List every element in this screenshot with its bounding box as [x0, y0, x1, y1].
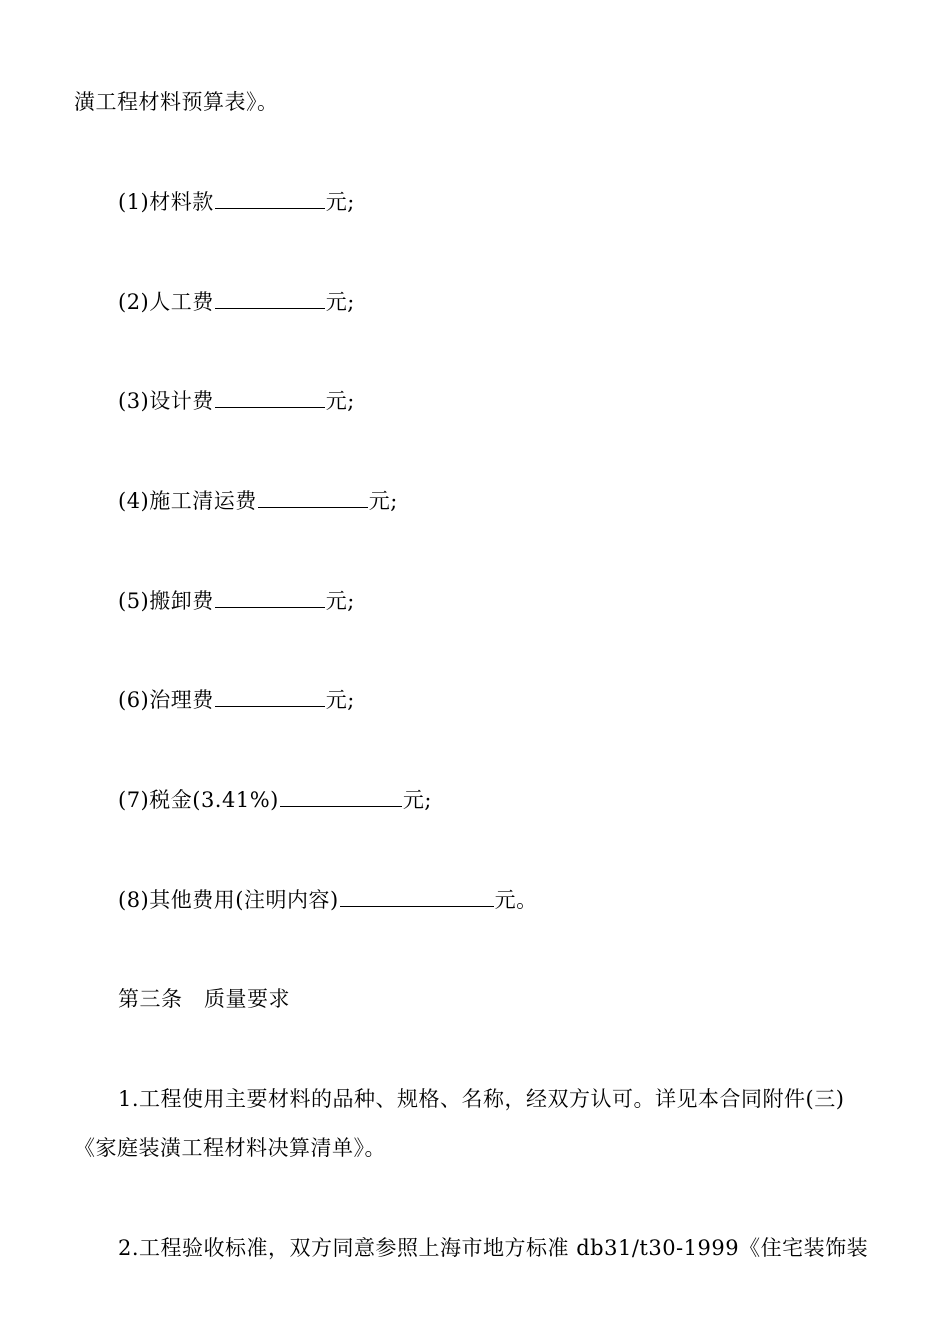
cost-item-label: (6)治理费	[118, 688, 214, 712]
cost-item-label: (8)其他费用(注明内容)	[118, 888, 339, 912]
cost-item-unit: 元;	[368, 489, 398, 513]
cost-item-label: (5)搬卸费	[118, 589, 214, 613]
clause-1-line-2: 《家庭装潢工程材料决算清单》。	[74, 1136, 386, 1160]
cost-item-label: (3)设计费	[118, 389, 214, 413]
clause-2-line-1: 2.工程验收标准，双方同意参照上海市地方标准 db31/t30-1999《住宅装饰装	[118, 1236, 869, 1260]
cost-item-2	[118, 288, 355, 316]
fill-blank	[215, 589, 325, 608]
fill-blank	[215, 389, 325, 408]
cost-item-unit: 元;	[325, 589, 355, 613]
fill-blank	[340, 888, 494, 907]
cost-item-1	[118, 188, 355, 216]
fill-blank	[215, 688, 325, 707]
fill-blank	[215, 190, 325, 209]
fill-blank	[280, 788, 402, 807]
cost-item-label: (1)材料款	[118, 190, 214, 214]
cost-item-7	[118, 786, 432, 814]
cost-item-label: (4)施工清运费	[118, 489, 257, 513]
cost-item-unit: 元;	[325, 688, 355, 712]
cost-item-3	[118, 387, 355, 415]
fill-blank	[215, 290, 325, 309]
cost-item-6	[118, 686, 355, 714]
clause-1-line-1: 1.工程使用主要材料的品种、规格、名称，经双方认可。详见本合同附件(三)	[118, 1087, 845, 1111]
fill-blank	[258, 489, 368, 508]
cost-item-unit: 元;	[325, 290, 355, 314]
cost-item-unit: 元。	[494, 888, 538, 912]
cost-item-label: (2)人工费	[118, 290, 214, 314]
cost-item-4	[118, 487, 398, 515]
continuation-line: 潢工程材料预算表》。	[74, 90, 279, 114]
cost-item-5	[118, 587, 355, 615]
cost-item-8	[118, 886, 538, 914]
section-heading: 第三条 质量要求	[118, 987, 290, 1011]
cost-item-unit: 元;	[325, 389, 355, 413]
cost-item-unit: 元;	[325, 190, 355, 214]
cost-item-unit: 元;	[402, 788, 432, 812]
cost-item-label: (7)税金(3.41%)	[118, 788, 279, 812]
